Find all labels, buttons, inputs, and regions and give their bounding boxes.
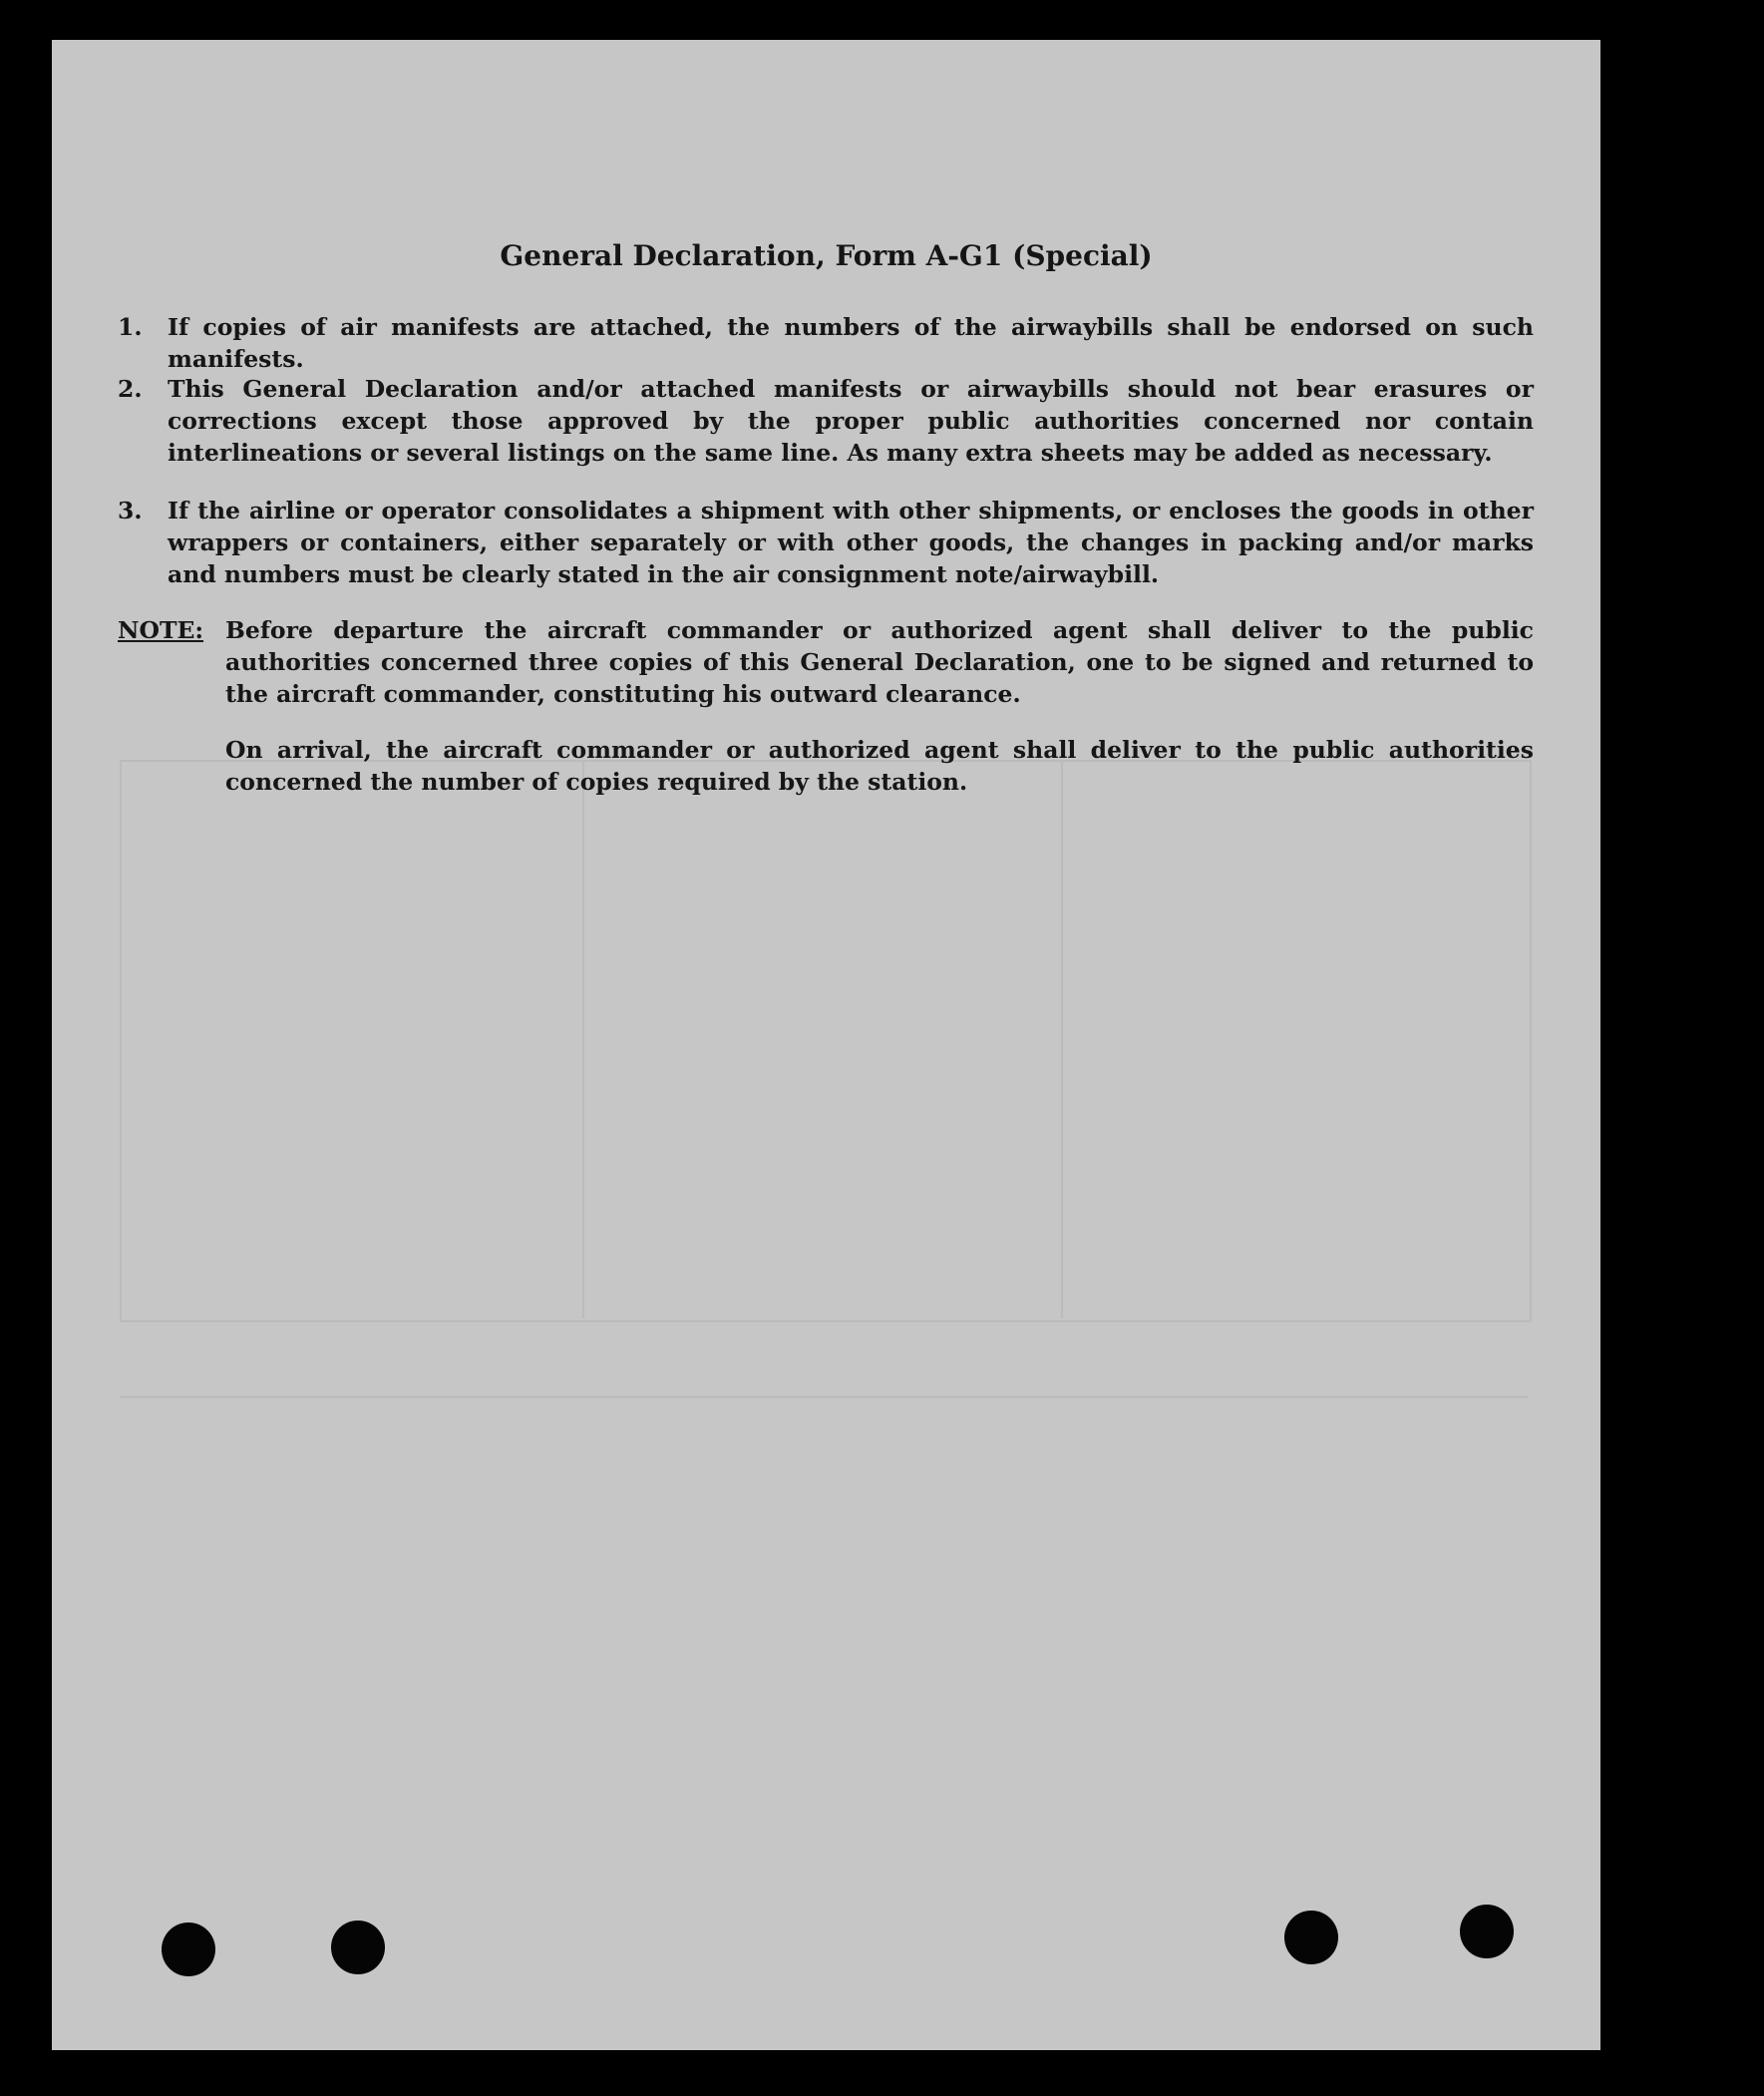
list-item [118, 495, 1534, 590]
item-text: This General Declaration and/or attached manifests or airwaybills should not bear erasures or corrections except those approved by the proper public authorities concerned nor contain interlineations or several listings on the same line. As many extra sheets may be added as necessary. [168, 375, 1534, 467]
punch-hole [1460, 1905, 1514, 1958]
item-number: 1. [118, 313, 143, 341]
punch-hole [331, 1921, 385, 1974]
document-page [52, 40, 1600, 2050]
item-number: 3. [118, 497, 143, 524]
note-block [118, 614, 1534, 710]
bleedthrough-line [582, 760, 584, 1318]
item-number: 2. [118, 375, 143, 403]
item-text: If copies of air manifests are attached, the numbers of the airwaybills shall be endorsed on such manifests. [168, 313, 1534, 373]
list-item [118, 311, 1534, 375]
list-item [118, 373, 1534, 469]
item-text: If the airline or operator consolidates a shipment with other shipments, or encloses the goods in other wrappers or containers, either separately or with other goods, the changes in packing and/or marks and numbers must be clearly stated in the air consignment note/airwaybill. [168, 497, 1534, 588]
note-label: NOTE: [118, 616, 204, 644]
bleedthrough-line [120, 1396, 1528, 1398]
bleedthrough-line [1061, 760, 1063, 1318]
document-title: General Declaration, Form A-G1 (Special) [500, 239, 1153, 272]
note-text: Before departure the aircraft commander or authorized agent shall deliver to the public authorities concerned three copies of this General Declaration, one to be signed and returned to the aircraft commander, constituting his outward clearance. [225, 616, 1534, 708]
punch-hole [162, 1922, 215, 1976]
note-text-arrival: On arrival, the aircraft commander or authorized agent shall deliver to the public authorities concerned the number of copies required by the station. [225, 736, 1534, 796]
punch-hole [1284, 1911, 1338, 1964]
bleedthrough-box [120, 760, 1532, 1322]
